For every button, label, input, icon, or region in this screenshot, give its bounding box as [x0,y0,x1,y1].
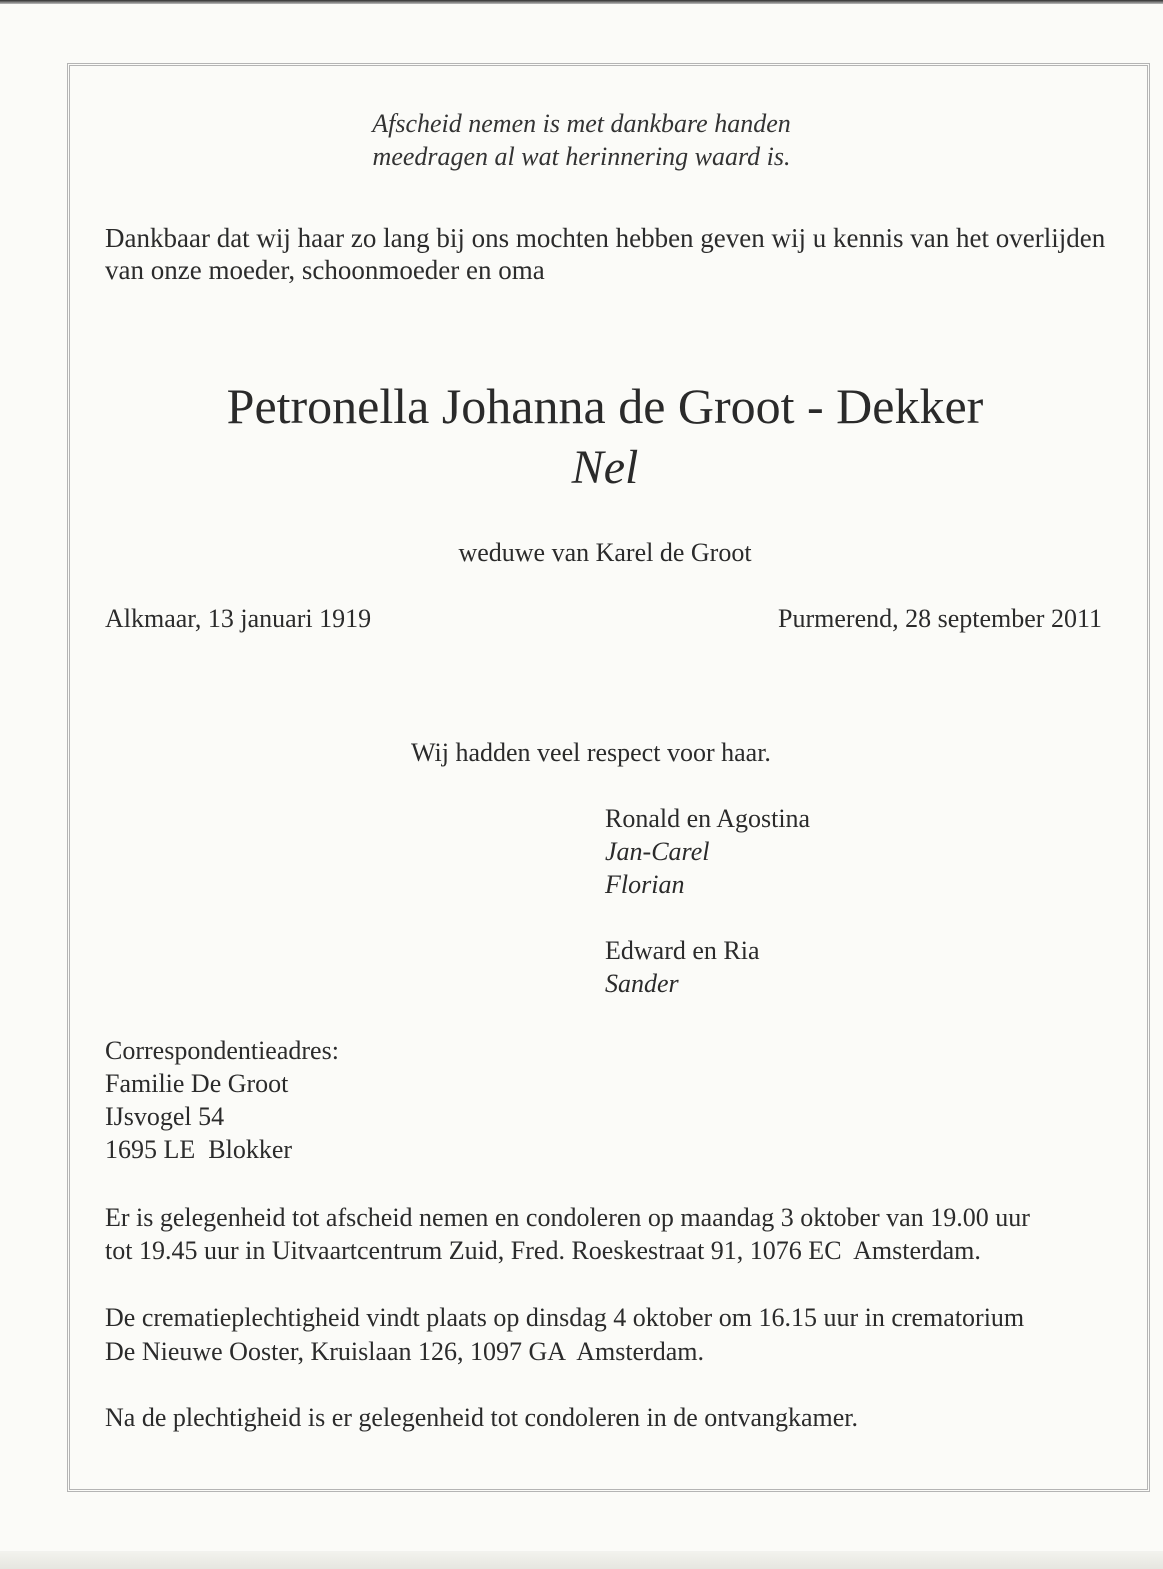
death-place-date: Purmerend, 28 september 2011 [778,604,1102,633]
scan-bottom-edge [0,1551,1163,1569]
deceased-full-name: Petronella Johanna de Groot - Dekker [226,378,984,434]
correspondence-label: Correspondentieadres: [105,1036,339,1065]
correspondence-street: IJsvogel 54 [105,1102,225,1131]
deceased-nickname: Nel [571,441,639,494]
cremation-line-2: De Nieuwe Ooster, Kruislaan 126, 1097 GA Amsterdam. [105,1337,705,1366]
poem-line-1: Afscheid nemen is met dankbare handen [372,109,791,138]
intro-line-2: van onze moeder, schoonmoeder en oma [105,255,545,285]
widow-of: weduwe van Karel de Groot [458,538,752,567]
scan-top-edge [0,0,1163,4]
birth-place-date: Alkmaar, 13 januari 1919 [105,604,372,633]
family-group-1-child-2: Florian [605,870,685,899]
correspondence-city: 1695 LE Blokker [105,1135,293,1164]
correspondence-name: Familie De Groot [105,1069,289,1098]
respect-line: Wij hadden veel respect voor haar. [411,738,771,767]
family-group-1-parents: Ronald en Agostina [605,804,811,833]
condolence-line-2: tot 19.45 uur in Uitvaartcentrum Zuid, Fred. Roeskestraat 91, 1076 EC Amsterdam. [105,1236,981,1265]
family-group-2-parents: Edward en Ria [605,936,760,965]
family-group-2-child-1: Sander [605,969,679,998]
after-ceremony-line: Na de plechtigheid is er gelegenheid tot condoleren in de ontvangkamer. [105,1403,859,1432]
intro-line-1: Dankbaar dat wij haar zo lang bij ons mochten hebben geven wij u kennis van het overlijden [105,223,1106,253]
family-group-1-child-1: Jan-Carel [605,837,710,866]
condolence-line-1: Er is gelegenheid tot afscheid nemen en condoleren op maandag 3 oktober van 19.00 uur [105,1203,1030,1232]
cremation-line-1: De crematieplechtigheid vindt plaats op dinsdag 4 oktober om 16.15 uur in crematorium [105,1303,1025,1332]
poem-line-2: meedragen al wat herinnering waard is. [372,142,791,171]
